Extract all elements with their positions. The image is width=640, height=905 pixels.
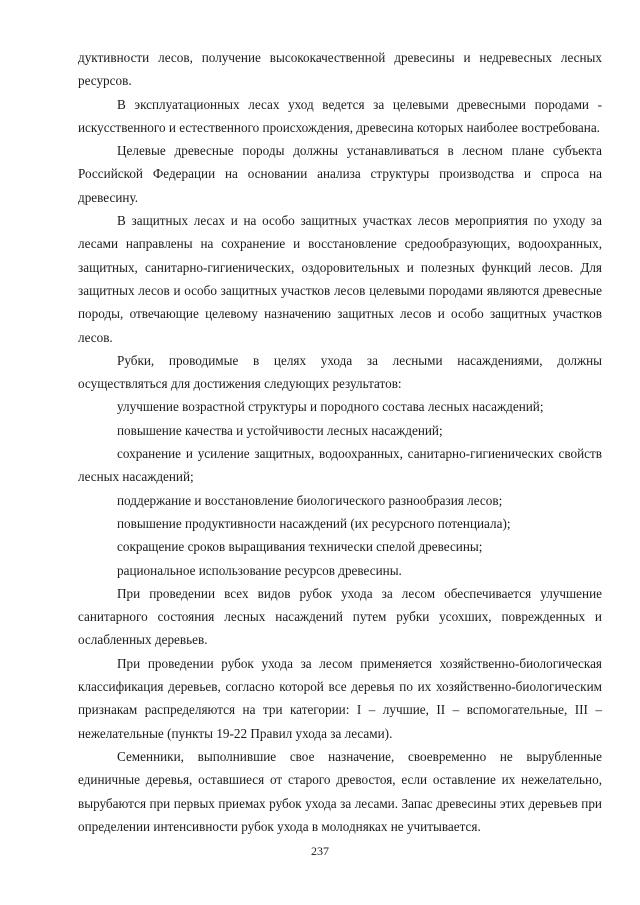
paragraph: поддержание и восстановление биологического разнообразия лесов;: [117, 492, 503, 508]
paragraph: повышение качества и устойчивости лесных насаждений;: [117, 422, 443, 438]
body-text: [78, 46, 602, 838]
paragraph: При проведении всех видов рубок ухода за лесом обеспечивается улучшение санитарного состояния лесных насаждений путем рубки усохших, поврежденных и ослабленных деревьев.: [78, 585, 602, 648]
paragraph: В эксплуатационных лесах уход ведется за целевыми древесными породами - искусственного и естественного происхождения, древесина которых наиболее востребована.: [78, 96, 602, 135]
paragraph: В защитных лесах и на особо защитных участках лесов мероприятия по уходу за лесами направлены на сохранение и восстановление средообразующих, водоохранных, защитных, санитарно-гигиенических, оздоровительных и полезных функций лесов. Для защитных лесов и особо защитных участков лесов целевыми породами являются древесные породы, отвечающие целевому назначению защитных лесов и особо защитных участков лесов.: [78, 213, 602, 345]
paragraph: сохранение и усиление защитных, водоохранных, санитарно-гигиенических свойств лесных насаждений;: [78, 446, 602, 485]
paragraph: Семенники, выполнившие свое назначение, своевременно не вырубленные единичные деревья, оставшиеся от старого древостоя, если оставление их нежелательно, вырубаются при первых приемах рубок ухода за лесами. Запас древесины этих деревьев при определении интенсивности рубок ухода в молодняках не учитывается.: [78, 748, 602, 834]
paragraph: Рубки, проводимые в целях ухода за лесными насаждениями, должны осуществляться для достижения следующих результатов:: [78, 352, 602, 392]
paragraph: дуктивности лесов, получение высококачественной древесины и недревесных лесных ресурсов.: [78, 50, 602, 89]
paragraph: Целевые древесные породы должны устанавливаться в лесном плане субъекта Российской Федерации на основании анализа структуры производства и спроса на древесину.: [78, 143, 602, 205]
paragraph: сокращение сроков выращивания технически спелой древесины;: [117, 539, 483, 555]
paragraph: улучшение возрастной структуры и породного состава лесных насаждений;: [117, 399, 544, 415]
paragraph: повышение продуктивности насаждений (их ресурсного потенциала);: [117, 515, 511, 531]
paragraph: При проведении рубок ухода за лесом применяется хозяйственно-биологическая классификация деревьев, согласно которой все деревья по их хозяйственно-биологическим признакам распределяются на три категории: I – лучшие, II – вспомогательные, III – нежелательные (пункты 19-22 Правил ухода за лесами).: [78, 655, 602, 741]
paragraph: рациональное использование ресурсов древесины.: [117, 562, 402, 578]
page-number: 237: [311, 844, 329, 858]
